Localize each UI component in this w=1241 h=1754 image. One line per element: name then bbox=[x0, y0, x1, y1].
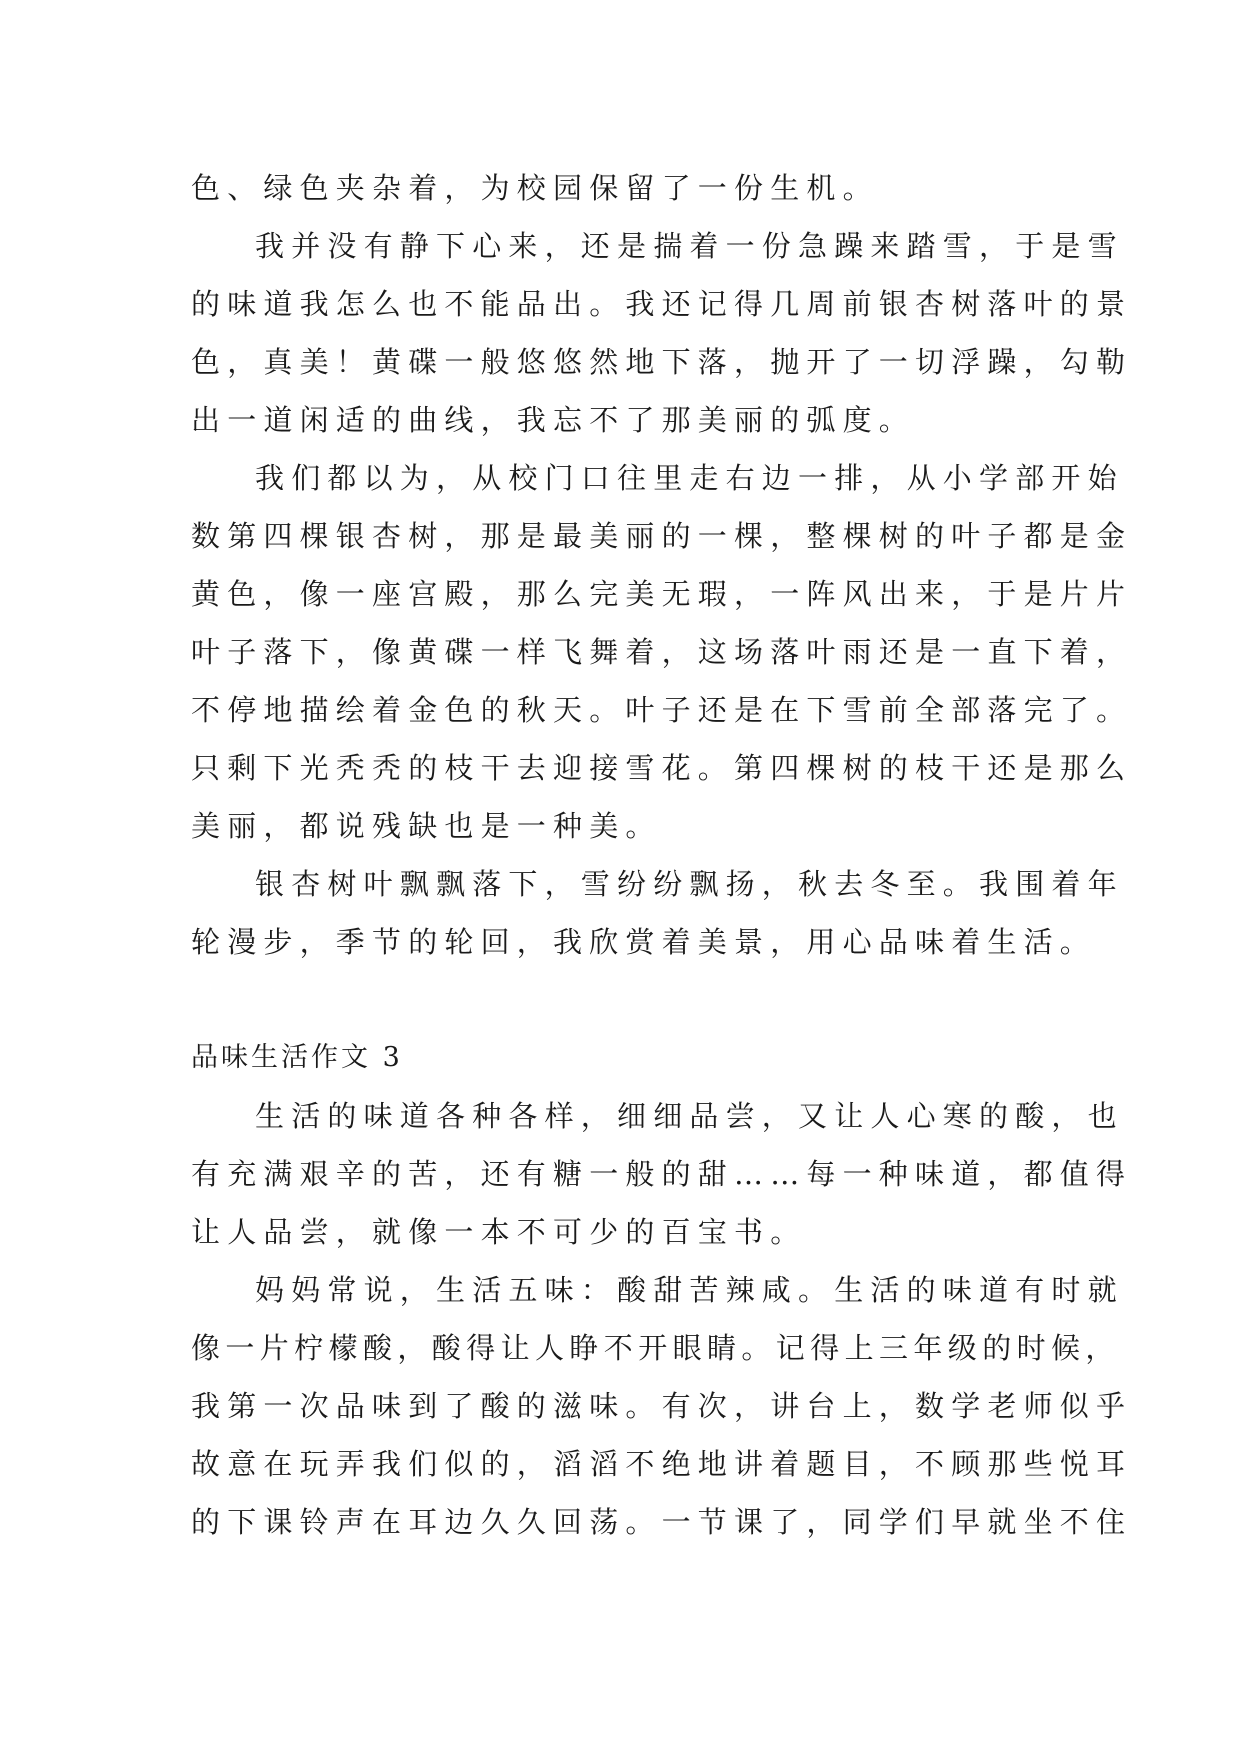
paragraph-start-line: 我们都以为，从校门口往里走右边一排，从小学部开始 bbox=[255, 461, 1124, 495]
text-line: 像一片柠檬酸，酸得让人睁不开眼睛。记得上三年级的时候， bbox=[191, 1331, 1120, 1365]
text-line: 有充满艰辛的苦，还有糖一般的甜……每一种味道，都值得 bbox=[191, 1157, 1133, 1191]
text-line: 的下课铃声在耳边久久回荡。一节课了，同学们早就坐不住 bbox=[191, 1505, 1133, 1539]
text-line: 色、绿色夹杂着，为校园保留了一份生机。 bbox=[191, 171, 879, 205]
text-line: 不停地描绘着金色的秋天。叶子还是在下雪前全部落完了。 bbox=[191, 693, 1133, 727]
paragraph-start-line: 生活的味道各种各样，细细品尝，又让人心寒的酸，也 bbox=[255, 1099, 1124, 1133]
text-line: 让人品尝，就像一本不可少的百宝书。 bbox=[191, 1215, 807, 1249]
text-line: 数第四棵银杏树，那是最美丽的一棵，整棵树的叶子都是金 bbox=[191, 519, 1133, 553]
text-line: 美丽，都说残缺也是一种美。 bbox=[191, 809, 662, 843]
paragraph-start-line: 妈妈常说，生活五味：酸甜苦辣咸。生活的味道有时就 bbox=[255, 1273, 1124, 1307]
section-heading: 品味生活作文 3 bbox=[191, 1042, 403, 1073]
text-line: 出一道闲适的曲线，我忘不了那美丽的弧度。 bbox=[191, 403, 916, 437]
text-line: 我第一次品味到了酸的滋味。有次，讲台上，数学老师似乎 bbox=[191, 1389, 1133, 1423]
text-line: 色，真美！黄碟一般悠悠然地下落，抛开了一切浮躁，勾勒 bbox=[191, 345, 1133, 379]
paragraph-start-line: 银杏树叶飘飘落下，雪纷纷飘扬，秋去冬至。我围着年 bbox=[255, 867, 1124, 901]
text-line: 的味道我怎么也不能品出。我还记得几周前银杏树落叶的景 bbox=[191, 287, 1133, 321]
text-line: 故意在玩弄我们似的，滔滔不绝地讲着题目，不顾那些悦耳 bbox=[191, 1447, 1133, 1481]
text-line: 黄色，像一座宫殿，那么完美无瑕，一阵风出来，于是片片 bbox=[191, 577, 1133, 611]
text-line: 只剩下光秃秃的枝干去迎接雪花。第四棵树的枝干还是那么 bbox=[191, 751, 1133, 785]
paragraph-start-line: 我并没有静下心来，还是揣着一份急躁来踏雪，于是雪 bbox=[255, 229, 1124, 263]
text-line: 叶子落下，像黄碟一样飞舞着，这场落叶雨还是一直下着， bbox=[191, 635, 1133, 669]
text-line: 轮漫步，季节的轮回，我欣赏着美景，用心品味着生活。 bbox=[191, 925, 1097, 959]
